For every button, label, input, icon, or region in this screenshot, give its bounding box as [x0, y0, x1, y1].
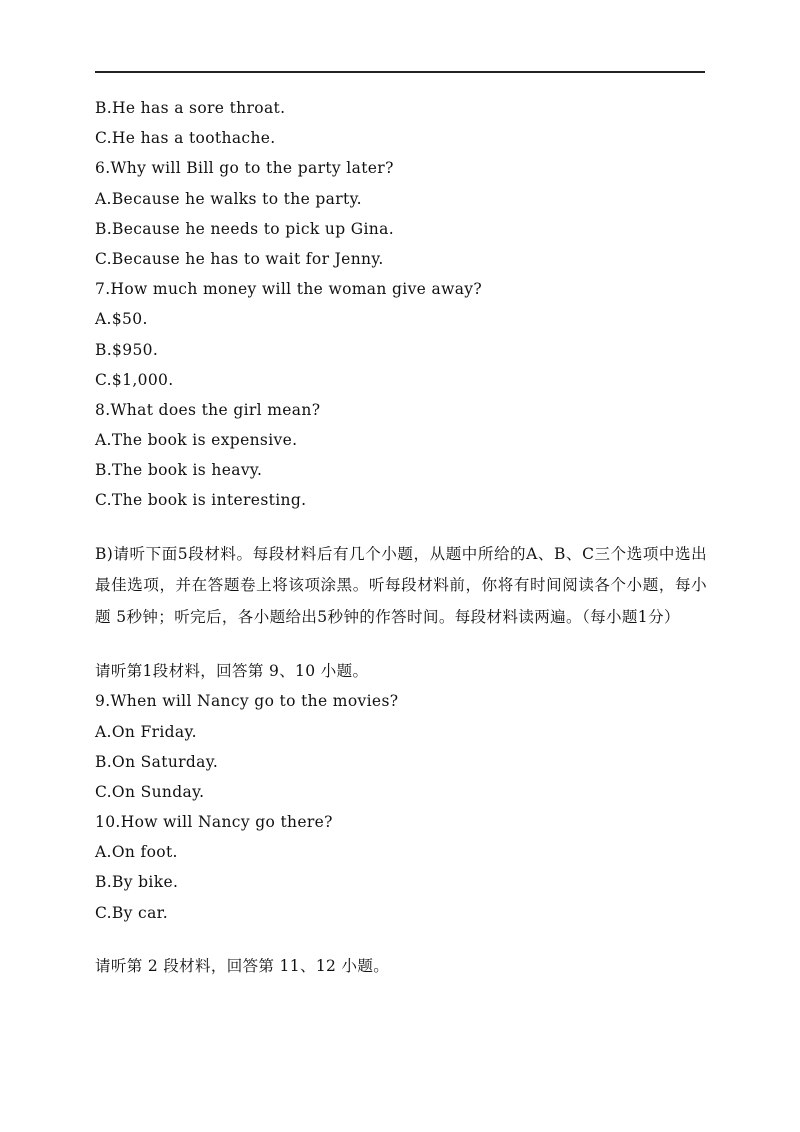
question-block-9-10: [95, 656, 707, 928]
option-5b: B.He has a sore throat.: [95, 99, 286, 117]
question-block-5-8: [95, 93, 707, 516]
option-6b: B.Because he needs to pick up Gina.: [95, 219, 394, 238]
option-7a: A.$50.: [95, 310, 148, 329]
material-1-prompt: 请听第1段材料，回答第 9、10 小题。: [95, 662, 369, 681]
material-2-prompt: 请听第 2 段材料，回答第 11、12 小题。: [95, 956, 390, 975]
option-9c: C.On Sunday.: [95, 782, 205, 801]
option-9b: B.On Saturday.: [95, 752, 219, 771]
option-8a: A.The book is expensive.: [95, 431, 298, 450]
option-10c: C.By car.: [95, 903, 169, 922]
question-9: 9.When will Nancy go to the movies?: [95, 692, 399, 711]
option-5c: C.He has a toothache.: [95, 129, 276, 148]
option-6c: C.Because he has to wait for Jenny.: [95, 249, 384, 268]
document-body: [95, 93, 707, 981]
option-6a: A.Because he walks to the party.: [95, 189, 362, 208]
question-6: 6.Why will Bill go to the party later?: [95, 159, 394, 178]
section-b-instructions: B)请听下面5段材料。每段材料后有几个小题，从题中所给的A、B、C三个选项中选出最佳选项，并在答题卷上将该项涂黑。听每段材料前，你将有时间阅读各个小题，每小题 5秒钟；听完后，各小题给出5秒钟的作答时间。每段材料读两遍。（每小题1分）: [95, 544, 707, 626]
option-7c: C.$1,000.: [95, 370, 174, 389]
header-rule: [95, 71, 705, 73]
option-7b: B.$950.: [95, 340, 159, 359]
section-gap: [95, 928, 707, 951]
question-10: 10.How will Nancy go there?: [95, 813, 333, 832]
question-8: 8.What does the girl mean?: [95, 400, 321, 419]
option-8c: C.The book is interesting.: [95, 491, 307, 510]
option-10a: A.On foot.: [95, 843, 178, 862]
question-7: 7.How much money will the woman give away?: [95, 280, 483, 299]
option-10b: B.By bike.: [95, 873, 179, 892]
section-gap: [95, 516, 707, 539]
section-gap: [95, 633, 707, 656]
option-9a: A.On Friday.: [95, 722, 197, 741]
option-8b: B.The book is heavy.: [95, 461, 263, 480]
